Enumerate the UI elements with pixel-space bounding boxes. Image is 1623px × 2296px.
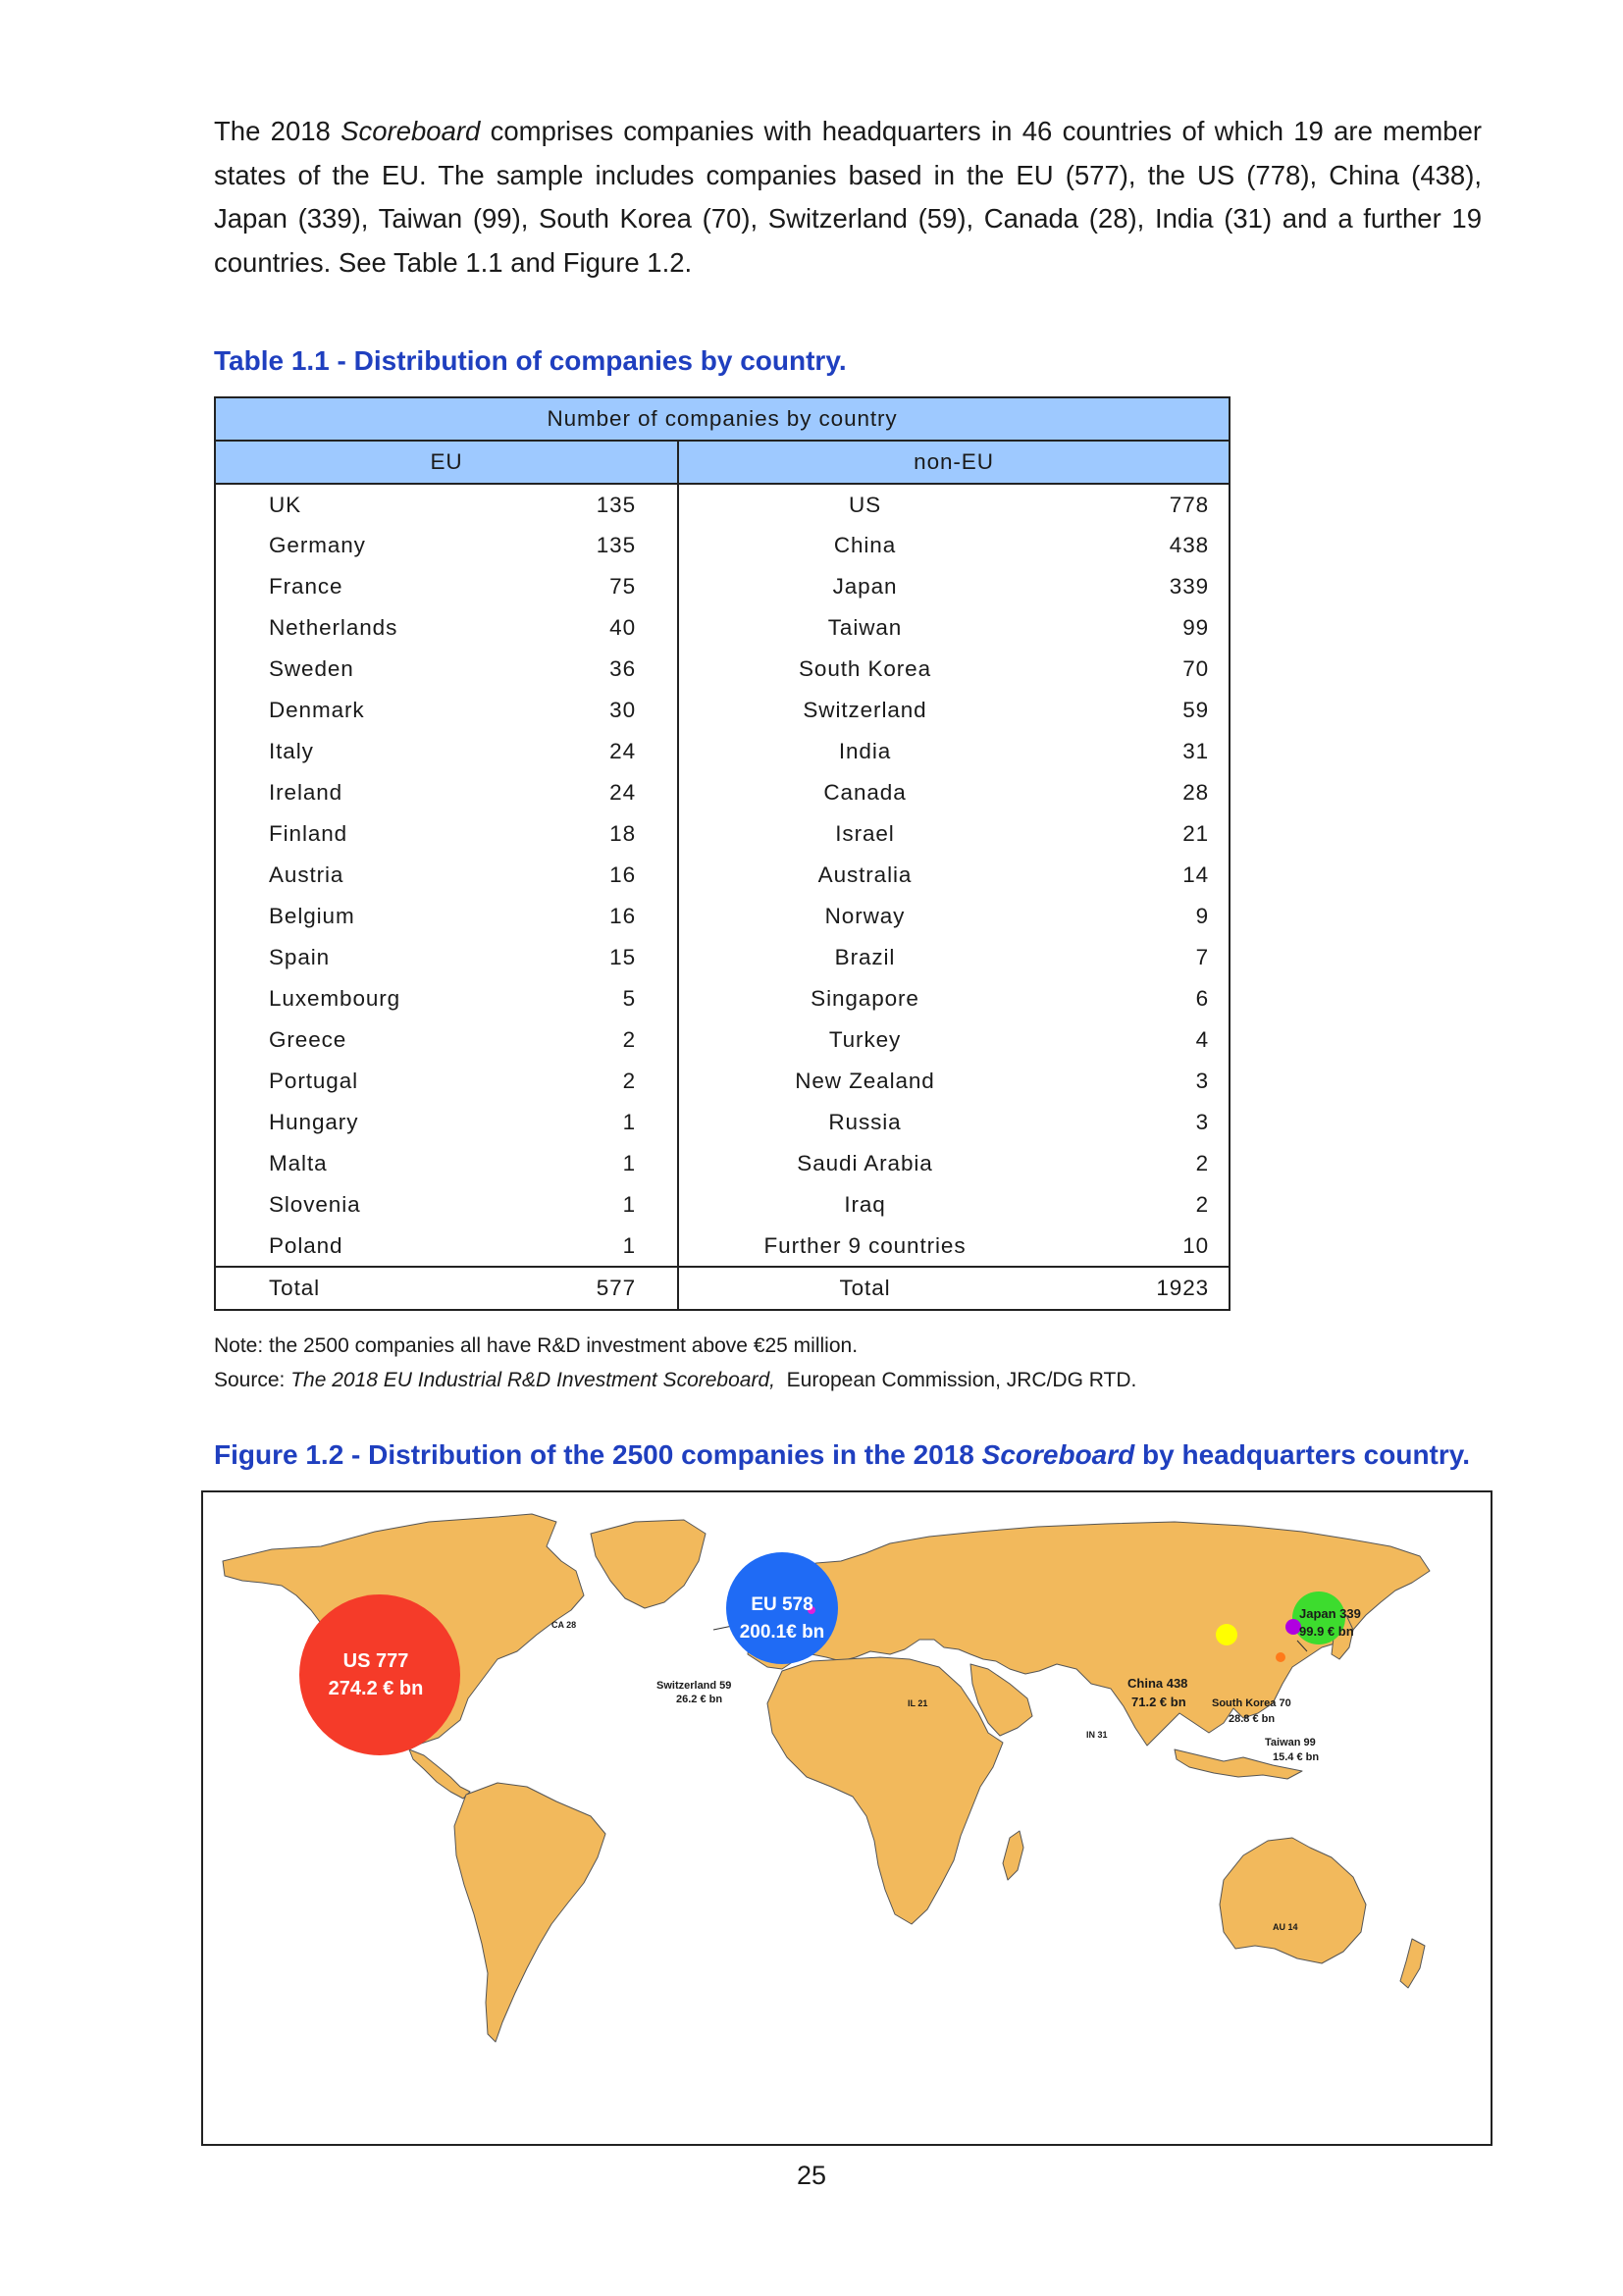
table-row	[215, 1143, 1230, 1184]
eu-country-cell: Italy	[269, 739, 314, 763]
eu-country-cell: Slovenia	[269, 1192, 361, 1217]
intro-paragraph	[214, 110, 1482, 285]
table-source	[214, 1369, 1136, 1392]
noneu-count-cell: 99	[1182, 615, 1210, 640]
table-body	[215, 484, 1230, 1267]
eu-count-cell: 2	[484, 1019, 678, 1061]
taiwan-label-line1: Taiwan 99	[1265, 1737, 1316, 1748]
us-label-line1: US 777	[342, 1650, 409, 1672]
ca-label: CA 28	[551, 1620, 577, 1630]
table-row	[215, 649, 1230, 690]
noneu-count-cell: 2	[1195, 1192, 1210, 1217]
figure-caption-part3: by headquarters country.	[1142, 1439, 1471, 1470]
eu-label-line1: EU 578	[751, 1594, 813, 1615]
eu-country-cell: Portugal	[269, 1069, 359, 1093]
eu-count-cell: 15	[484, 937, 678, 978]
china-bubble	[1216, 1624, 1237, 1645]
japan-label-line2: 99.9 € bn	[1299, 1624, 1354, 1639]
source-label: Source:	[214, 1369, 286, 1391]
noneu-count-cell: 59	[1182, 698, 1210, 722]
table-row	[215, 1226, 1230, 1267]
eu-count-cell: 1	[484, 1184, 678, 1226]
us-bubble	[299, 1594, 460, 1755]
table-row	[215, 566, 1230, 607]
eu-country-cell: Greece	[269, 1027, 347, 1052]
table-total-row	[215, 1267, 1230, 1310]
noneu-count-cell: 7	[1195, 945, 1210, 969]
greenland-landmass	[591, 1520, 706, 1608]
table-row	[215, 731, 1230, 772]
noneu-count-cell: 2	[1195, 1151, 1210, 1175]
switzerland-label-line2: 26.2 € bn	[676, 1694, 723, 1705]
table-row	[215, 607, 1230, 649]
noneu-country-cell: Israel	[835, 821, 895, 846]
eu-count-cell: 75	[484, 566, 678, 607]
table-row	[215, 525, 1230, 566]
eu-count-cell: 16	[484, 896, 678, 937]
eu-country-cell: France	[269, 574, 343, 599]
noneu-country-cell: Norway	[824, 904, 906, 928]
table-note: Note: the 2500 companies all have R&D investment above €25 million.	[214, 1334, 859, 1357]
eu-country-cell: Ireland	[269, 780, 343, 805]
noneu-country-cell: China	[833, 533, 897, 557]
table-row	[215, 772, 1230, 813]
noneu-country-cell: Further 9 countries	[763, 1232, 967, 1258]
noneu-country-cell: Switzerland	[803, 698, 927, 722]
eu-count-cell: 40	[484, 607, 678, 649]
central-america-landmass	[409, 1749, 470, 1799]
eu-country-cell: Luxembourg	[269, 986, 401, 1011]
noneu-country-cell: India	[838, 739, 892, 763]
eu-count-cell: 36	[484, 649, 678, 690]
eu-country-cell: Spain	[269, 945, 331, 969]
intro-scoreboard: Scoreboard	[340, 116, 481, 146]
south-america-landmass	[454, 1783, 605, 2042]
source-title: The 2018 EU Industrial R&D Investment Scoreboard,	[290, 1369, 775, 1391]
intro-part1: The 2018	[214, 116, 331, 146]
africa-landmass	[767, 1657, 1003, 1924]
table-row	[215, 1102, 1230, 1143]
noneu-count-cell: 3	[1195, 1110, 1210, 1134]
noneu-country-cell: Russia	[828, 1110, 902, 1134]
eu-count-cell: 18	[484, 813, 678, 855]
eu-country-cell: UK	[269, 492, 302, 517]
page-number: 25	[796, 2161, 827, 2190]
figure-caption-scoreboard: Scoreboard	[981, 1439, 1135, 1470]
china-label-line2: 71.2 € bn	[1131, 1695, 1186, 1709]
noneu-count-cell: 10	[1182, 1232, 1210, 1258]
eu-count-cell: 1	[484, 1102, 678, 1143]
noneu-count-cell: 28	[1182, 780, 1210, 805]
intro-part3: comprises companies with headquarters in 46 countries of which 19 are member states of the EU. The sample includes companies based in the EU (577), the US (778), China (438), Japan (339), Taiwan (99), South Korea (70), Switzerland (59), Canada (28), India (31) and a further 19 countries. See Table 1.1 and Figure 1.2.	[214, 116, 1483, 278]
eu-count-cell: 2	[484, 1061, 678, 1102]
noneu-country-cell: South Korea	[799, 656, 931, 681]
noneu-count-cell: 9	[1195, 904, 1210, 928]
us-label-line2: 274.2 € bn	[328, 1678, 424, 1699]
noneu-country-cell: Australia	[817, 862, 913, 887]
table-row	[215, 690, 1230, 731]
eu-country-cell: Sweden	[269, 656, 354, 681]
noneu-count-cell: 21	[1182, 821, 1210, 846]
noneu-country-cell: Singapore	[811, 986, 919, 1011]
table-row	[215, 1019, 1230, 1061]
china-label-line1: China 438	[1127, 1676, 1188, 1691]
eu-count-cell: 1	[484, 1143, 678, 1184]
total-noneu-label: Total	[678, 1267, 1051, 1310]
noneu-country-cell: Iraq	[844, 1192, 886, 1217]
noneu-count-cell: 3	[1195, 1069, 1210, 1093]
world-map-figure	[201, 1490, 1492, 2146]
japan-label-line1: Japan 339	[1299, 1606, 1361, 1621]
noneu-country-cell: US	[848, 492, 882, 517]
switzerland-label-line1: Switzerland 59	[656, 1680, 732, 1692]
korea-label-line2: 28.8 € bn	[1229, 1713, 1276, 1725]
eu-count-cell: 24	[484, 772, 678, 813]
eu-country-cell: Poland	[269, 1232, 343, 1258]
eu-country-cell: Hungary	[269, 1110, 359, 1134]
noneu-count-cell: 70	[1182, 656, 1210, 681]
companies-by-country-table	[214, 396, 1230, 1311]
eu-count-cell: 16	[484, 855, 678, 896]
eu-count-cell: 24	[484, 731, 678, 772]
table-row	[215, 484, 1230, 525]
total-noneu-value: 1923	[1051, 1267, 1230, 1310]
noneu-count-cell: 4	[1195, 1027, 1210, 1052]
new-zealand-landmass	[1400, 1939, 1425, 1988]
table-header-main: Number of companies by country	[215, 397, 1230, 441]
eu-country-cell: Finland	[269, 821, 348, 846]
eu-country-cell: Denmark	[269, 698, 365, 722]
noneu-country-cell: Saudi Arabia	[797, 1151, 933, 1175]
eu-label-line2: 200.1€ bn	[739, 1622, 825, 1643]
table-row	[215, 896, 1230, 937]
eu-count-cell: 1	[484, 1226, 678, 1267]
madagascar-landmass	[1003, 1831, 1023, 1880]
noneu-count-cell: 339	[1169, 574, 1210, 599]
total-eu-label: Total	[215, 1267, 484, 1310]
au-label: AU 14	[1273, 1922, 1298, 1932]
table-row	[215, 855, 1230, 896]
table-caption: Table 1.1 - Distribution of companies by country.	[214, 345, 847, 376]
noneu-count-cell: 14	[1182, 862, 1210, 887]
eu-country-cell: Austria	[269, 862, 344, 887]
figure-caption-part1: Figure 1.2 - Distribution of the 2500 companies in the 2018	[214, 1439, 974, 1470]
figure-caption	[214, 1439, 1470, 1471]
noneu-country-cell: Canada	[823, 780, 907, 805]
table-row	[215, 813, 1230, 855]
source-rest: European Commission, JRC/DG RTD.	[786, 1369, 1137, 1391]
taiwan-bubble	[1276, 1652, 1285, 1662]
in-label: IN 31	[1086, 1730, 1108, 1740]
total-eu-value: 577	[484, 1267, 678, 1310]
table-row	[215, 1184, 1230, 1226]
eu-count-cell: 135	[484, 525, 678, 566]
noneu-count-cell: 438	[1169, 533, 1210, 557]
noneu-country-cell: Brazil	[834, 945, 896, 969]
eu-country-cell: Malta	[269, 1151, 328, 1175]
eu-country-cell: Belgium	[269, 904, 355, 928]
eu-country-cell: Germany	[269, 533, 366, 557]
noneu-country-cell: New Zealand	[795, 1069, 935, 1093]
table-row	[215, 978, 1230, 1019]
korea-label-line1: South Korea 70	[1212, 1697, 1291, 1709]
noneu-country-cell: Turkey	[828, 1027, 902, 1052]
eu-count-cell: 5	[484, 978, 678, 1019]
taiwan-label-line2: 15.4 € bn	[1273, 1751, 1320, 1763]
noneu-country-cell: Taiwan	[827, 615, 903, 640]
eu-count-cell: 30	[484, 690, 678, 731]
noneu-count-cell: 6	[1195, 986, 1210, 1011]
table-header-eu: EU	[215, 441, 678, 484]
noneu-count-cell: 31	[1182, 739, 1210, 763]
noneu-count-cell: 778	[1169, 492, 1210, 517]
table-header-noneu: non-EU	[678, 441, 1230, 484]
eu-country-cell: Netherlands	[269, 615, 398, 640]
australia-landmass	[1220, 1838, 1366, 1963]
table-row	[215, 1061, 1230, 1102]
noneu-country-cell: Japan	[832, 574, 898, 599]
table-row	[215, 937, 1230, 978]
il-label: IL 21	[908, 1698, 928, 1708]
eu-count-cell: 135	[484, 484, 678, 525]
